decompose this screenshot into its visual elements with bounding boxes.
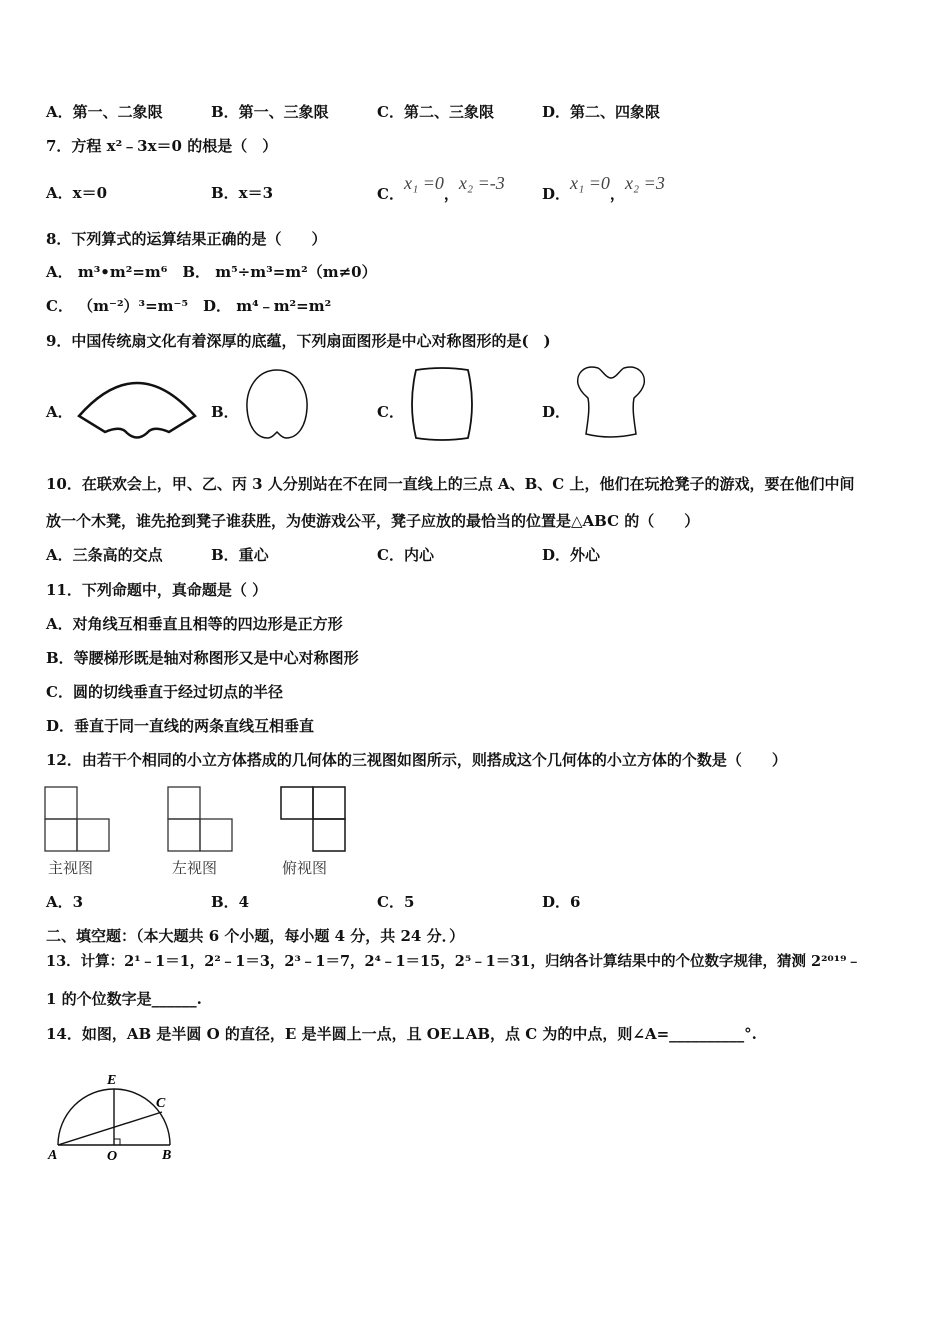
q12-option-a: A．3 bbox=[46, 893, 84, 911]
point-b-label: B bbox=[162, 1148, 172, 1163]
q7-option-d-x1: x₁ =0 bbox=[570, 173, 610, 193]
q6-option-c: C．第二、三象限 bbox=[377, 103, 494, 121]
q7-option-d-x2: x₂ =3 bbox=[624, 173, 665, 193]
q11-option-c: C．圆的切线垂直于经过切点的半径 bbox=[46, 683, 283, 701]
q12-option-d: D．6 bbox=[542, 893, 581, 911]
q6-option-b: B．第一、三象限 bbox=[211, 103, 329, 121]
q9-option-c: C． bbox=[377, 403, 404, 421]
q7-option-c-comma: ， bbox=[443, 185, 459, 203]
q9-option-a: A． bbox=[46, 403, 73, 421]
q13-line1: 13．计算：2¹﹣1＝1，2²﹣1＝3，2³﹣1＝7，2⁴﹣1＝15，2⁵﹣1＝31，归纳各计算结果中的个位数字规律，猜测 2²⁰¹⁹﹣ bbox=[46, 953, 861, 970]
q11-stem: 11．下列命题中，真命题是（ ） bbox=[46, 581, 268, 599]
q8-options-cd: C． （m⁻²）³=m⁻⁵ D． m⁴﹣m²=m² bbox=[46, 297, 332, 315]
q8-stem: 8．下列算式的运算结果正确的是（ ） bbox=[46, 230, 327, 248]
q7-option-c bbox=[377, 173, 505, 204]
q12-option-c: C．5 bbox=[377, 893, 415, 911]
q9-option-d: D． bbox=[542, 403, 571, 421]
chord-ac bbox=[58, 1112, 162, 1145]
q7-option-d bbox=[542, 173, 665, 204]
fan-shape-c bbox=[406, 366, 478, 442]
q10-line2: 放一个木凳，谁先抢到凳子谁获胜，为使游戏公平，凳子应放的最恰当的位置是△ABC 的（ ） bbox=[46, 512, 700, 530]
fan-shape-b bbox=[242, 368, 312, 442]
q6-option-a: A．第一、二象限 bbox=[46, 103, 163, 121]
q13-line2: 1 的个位数字是______. bbox=[46, 990, 202, 1008]
point-a-label: A bbox=[48, 1148, 58, 1163]
q11-option-d: D．垂直于同一直线的两条直线互相垂直 bbox=[46, 717, 315, 735]
point-e-label: E bbox=[107, 1073, 117, 1088]
fan-shape-d bbox=[574, 364, 648, 442]
q7-option-b: B．x＝3 bbox=[211, 184, 274, 202]
q7-stem: 7．方程 x²﹣3x＝0 的根是（ ） bbox=[46, 137, 278, 155]
left-view-figure bbox=[167, 786, 237, 852]
point-o-label: O bbox=[107, 1149, 118, 1164]
q7-option-d-label: D． bbox=[542, 185, 571, 203]
q6-option-d: D．第二、四象限 bbox=[542, 103, 661, 121]
q8-options-ab: A． m³•m²=m⁶ B． m⁵÷m³=m²（m≠0） bbox=[46, 263, 377, 281]
q11-option-b: B．等腰梯形既是轴对称图形又是中心对称图形 bbox=[46, 649, 359, 667]
point-c-label: C bbox=[156, 1096, 166, 1111]
front-view-figure bbox=[44, 786, 114, 852]
q11-option-a: A．对角线互相垂直且相等的四边形是正方形 bbox=[46, 615, 343, 633]
fan-shape-a bbox=[75, 370, 200, 445]
left-view-label: 左视图 bbox=[172, 859, 218, 877]
q10-option-b: B．重心 bbox=[211, 546, 269, 564]
q12-option-b: B．4 bbox=[211, 893, 250, 911]
right-angle-mark bbox=[114, 1139, 120, 1145]
q14-stem: 14．如图，AB 是半圆 O 的直径，E 是半圆上一点，且 OE⊥AB，点 C 为的中点，则∠A=__________°. bbox=[46, 1025, 757, 1043]
front-view-label: 主视图 bbox=[48, 859, 94, 877]
q7-option-a: A．x＝0 bbox=[46, 184, 108, 202]
q10-option-a: A．三条高的交点 bbox=[46, 546, 163, 564]
q9-option-b: B． bbox=[211, 403, 239, 421]
q12-stem: 12．由若干个相同的小立方体搭成的几何体的三视图如图所示，则搭成这个几何体的小立方体的个数是（ ） bbox=[46, 751, 787, 769]
q9-stem: 9．中国传统扇文化有着深厚的底蕴，下列扇面图形是中心对称图形的是( ) bbox=[46, 332, 551, 350]
q7-option-c-x1: x₁ =0 bbox=[403, 173, 444, 193]
section-2-heading: 二、填空题：（本大题共 6 个小题，每小题 4 分，共 24 分．） bbox=[46, 927, 465, 945]
q7-option-c-label: C． bbox=[377, 185, 404, 203]
semicircle-diagram bbox=[45, 1066, 185, 1166]
top-view-figure bbox=[280, 786, 350, 852]
q10-option-c: C．内心 bbox=[377, 546, 434, 564]
top-view-label: 俯视图 bbox=[282, 859, 328, 877]
q10-option-d: D．外心 bbox=[542, 546, 601, 564]
q7-option-d-comma: ， bbox=[609, 185, 625, 203]
q10-line1: 10．在联欢会上，甲、乙、丙 3 人分别站在不在同一直线上的三点 A、B、C 上，他们在玩抢凳子的游戏，要在他们中间 bbox=[46, 475, 855, 493]
q7-option-c-x2: x₂ =-3 bbox=[458, 173, 505, 193]
